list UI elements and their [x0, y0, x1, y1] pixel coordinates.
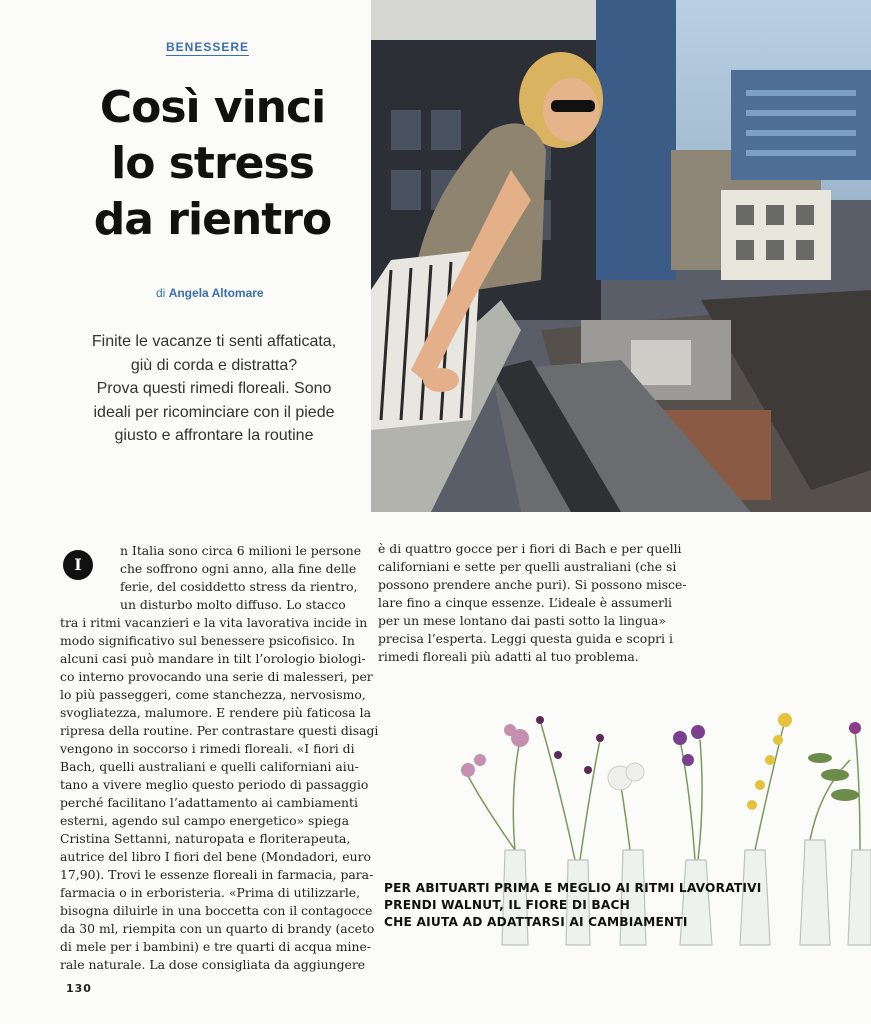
- section-kicker: BENESSERE: [166, 40, 250, 54]
- body-line: lo più passeggeri, come stanchezza, nervosismo,: [60, 687, 366, 702]
- body-line: un disturbo molto diffuso. Lo stacco: [120, 597, 346, 612]
- caption-line: PRENDI WALNUT, IL FIORE DI BACH: [384, 898, 631, 912]
- body-line: ferie, del cosiddetto stress da rientro,: [120, 579, 358, 594]
- body-line: esterni, agendo sul campo energetico» spiega: [60, 813, 349, 828]
- intro-line: Finite le vacanze ti senti affaticata,: [91, 333, 337, 350]
- article-photo: [371, 0, 871, 512]
- caption-line: PER ABITUARTI PRIMA E MEGLIO AI RITMI LAVORATIVI: [384, 881, 762, 895]
- body-line: lare fino a cinque essenze. L’ideale è assumerli: [378, 595, 673, 610]
- body-line: 17,90). Trovi le essenze floreali in farmacia, para-: [60, 867, 374, 882]
- body-line: co interno provocando una serie di malesseri, per: [60, 669, 373, 684]
- body-line: rale naturale. La dose consigliata da aggiungere: [60, 957, 366, 972]
- body-line: di mele per i bambini) e tre quarti di acqua mine-: [60, 939, 372, 954]
- body-line: bisogna diluirle in una boccetta con il contagocce: [60, 903, 373, 918]
- body-column-2: [378, 540, 687, 666]
- body-line: che soffrono ogni anno, alla fine delle: [120, 561, 357, 576]
- body-line: californiani e sette per quelli australiani (che si: [378, 559, 677, 574]
- title-line: Così vinci: [99, 82, 326, 133]
- byline-author: Angela Altomare: [168, 286, 264, 300]
- body-line: tra i ritmi vacanzieri e la vita lavorativa incide in: [60, 615, 368, 630]
- city-balcony-illustration: [371, 0, 871, 512]
- body-line: è di quattro gocce per i fiori di Bach e per quelli: [378, 541, 682, 556]
- body-line: Cristina Settanni, naturopata e floriterapeuta,: [60, 831, 351, 846]
- byline: [156, 286, 264, 300]
- body-line: farmacia o in erboristeria. «Prima di utilizzarle,: [60, 885, 361, 900]
- intro-line: giù di corda e distratta?: [130, 356, 298, 374]
- body-line: Bach, quelli australiani e quelli californiani aiu-: [60, 759, 359, 774]
- intro-line: ideali per ricominciare con il piede: [93, 403, 335, 421]
- body-line: svogliatezza, malumore. E rendere più faticosa la: [60, 705, 371, 720]
- body-line: per un mese lontano dai pasti sotto la lingua»: [378, 613, 666, 628]
- body-line: vengono in soccorso i rimedi floreali. «I fiori di: [60, 741, 355, 756]
- body-line: n Italia sono circa 6 milioni le persone: [120, 543, 362, 558]
- body-column-1: [60, 542, 379, 974]
- article-title: [70, 80, 355, 248]
- body-line: alcuni casi può mandare in tilt l’orologio biologi-: [60, 651, 366, 666]
- byline-prefix: di: [156, 286, 166, 300]
- intro-line: Prova questi rimedi floreali. Sono: [96, 380, 332, 397]
- body-line: perché facilitano l’adattamento ai cambiamenti: [60, 795, 358, 810]
- drop-cap: I: [63, 550, 93, 580]
- body-line: tano a vivere meglio questo periodo di passaggio: [60, 777, 369, 792]
- body-line: modo significativo sul benessere psicofisico. In: [60, 633, 355, 648]
- title-line: da rientro: [93, 194, 332, 245]
- intro-paragraph: [66, 330, 362, 448]
- caption-line: CHE AIUTA AD ADATTARSI AI CAMBIAMENTI: [384, 915, 688, 929]
- intro-line: giusto e affrontare la routine: [114, 427, 314, 444]
- page-number: 130: [66, 982, 92, 995]
- photo-caption: [384, 880, 762, 931]
- body-line: precisa l’esperta. Leggi questa guida e scopri i: [378, 631, 673, 646]
- body-line: possono prendere anche puri). Si possono misce-: [378, 577, 687, 592]
- body-line: ripresa della routine. Per contrastare questi disagi: [60, 723, 379, 738]
- body-line: da 30 ml, riempita con un quarto di brandy (aceto: [60, 921, 375, 936]
- body-line: rimedi floreali più adatti al tuo problema.: [378, 649, 639, 664]
- title-line: lo stress: [111, 138, 314, 189]
- body-line: autrice del libro I fiori del bene (Mondadori, euro: [60, 849, 371, 864]
